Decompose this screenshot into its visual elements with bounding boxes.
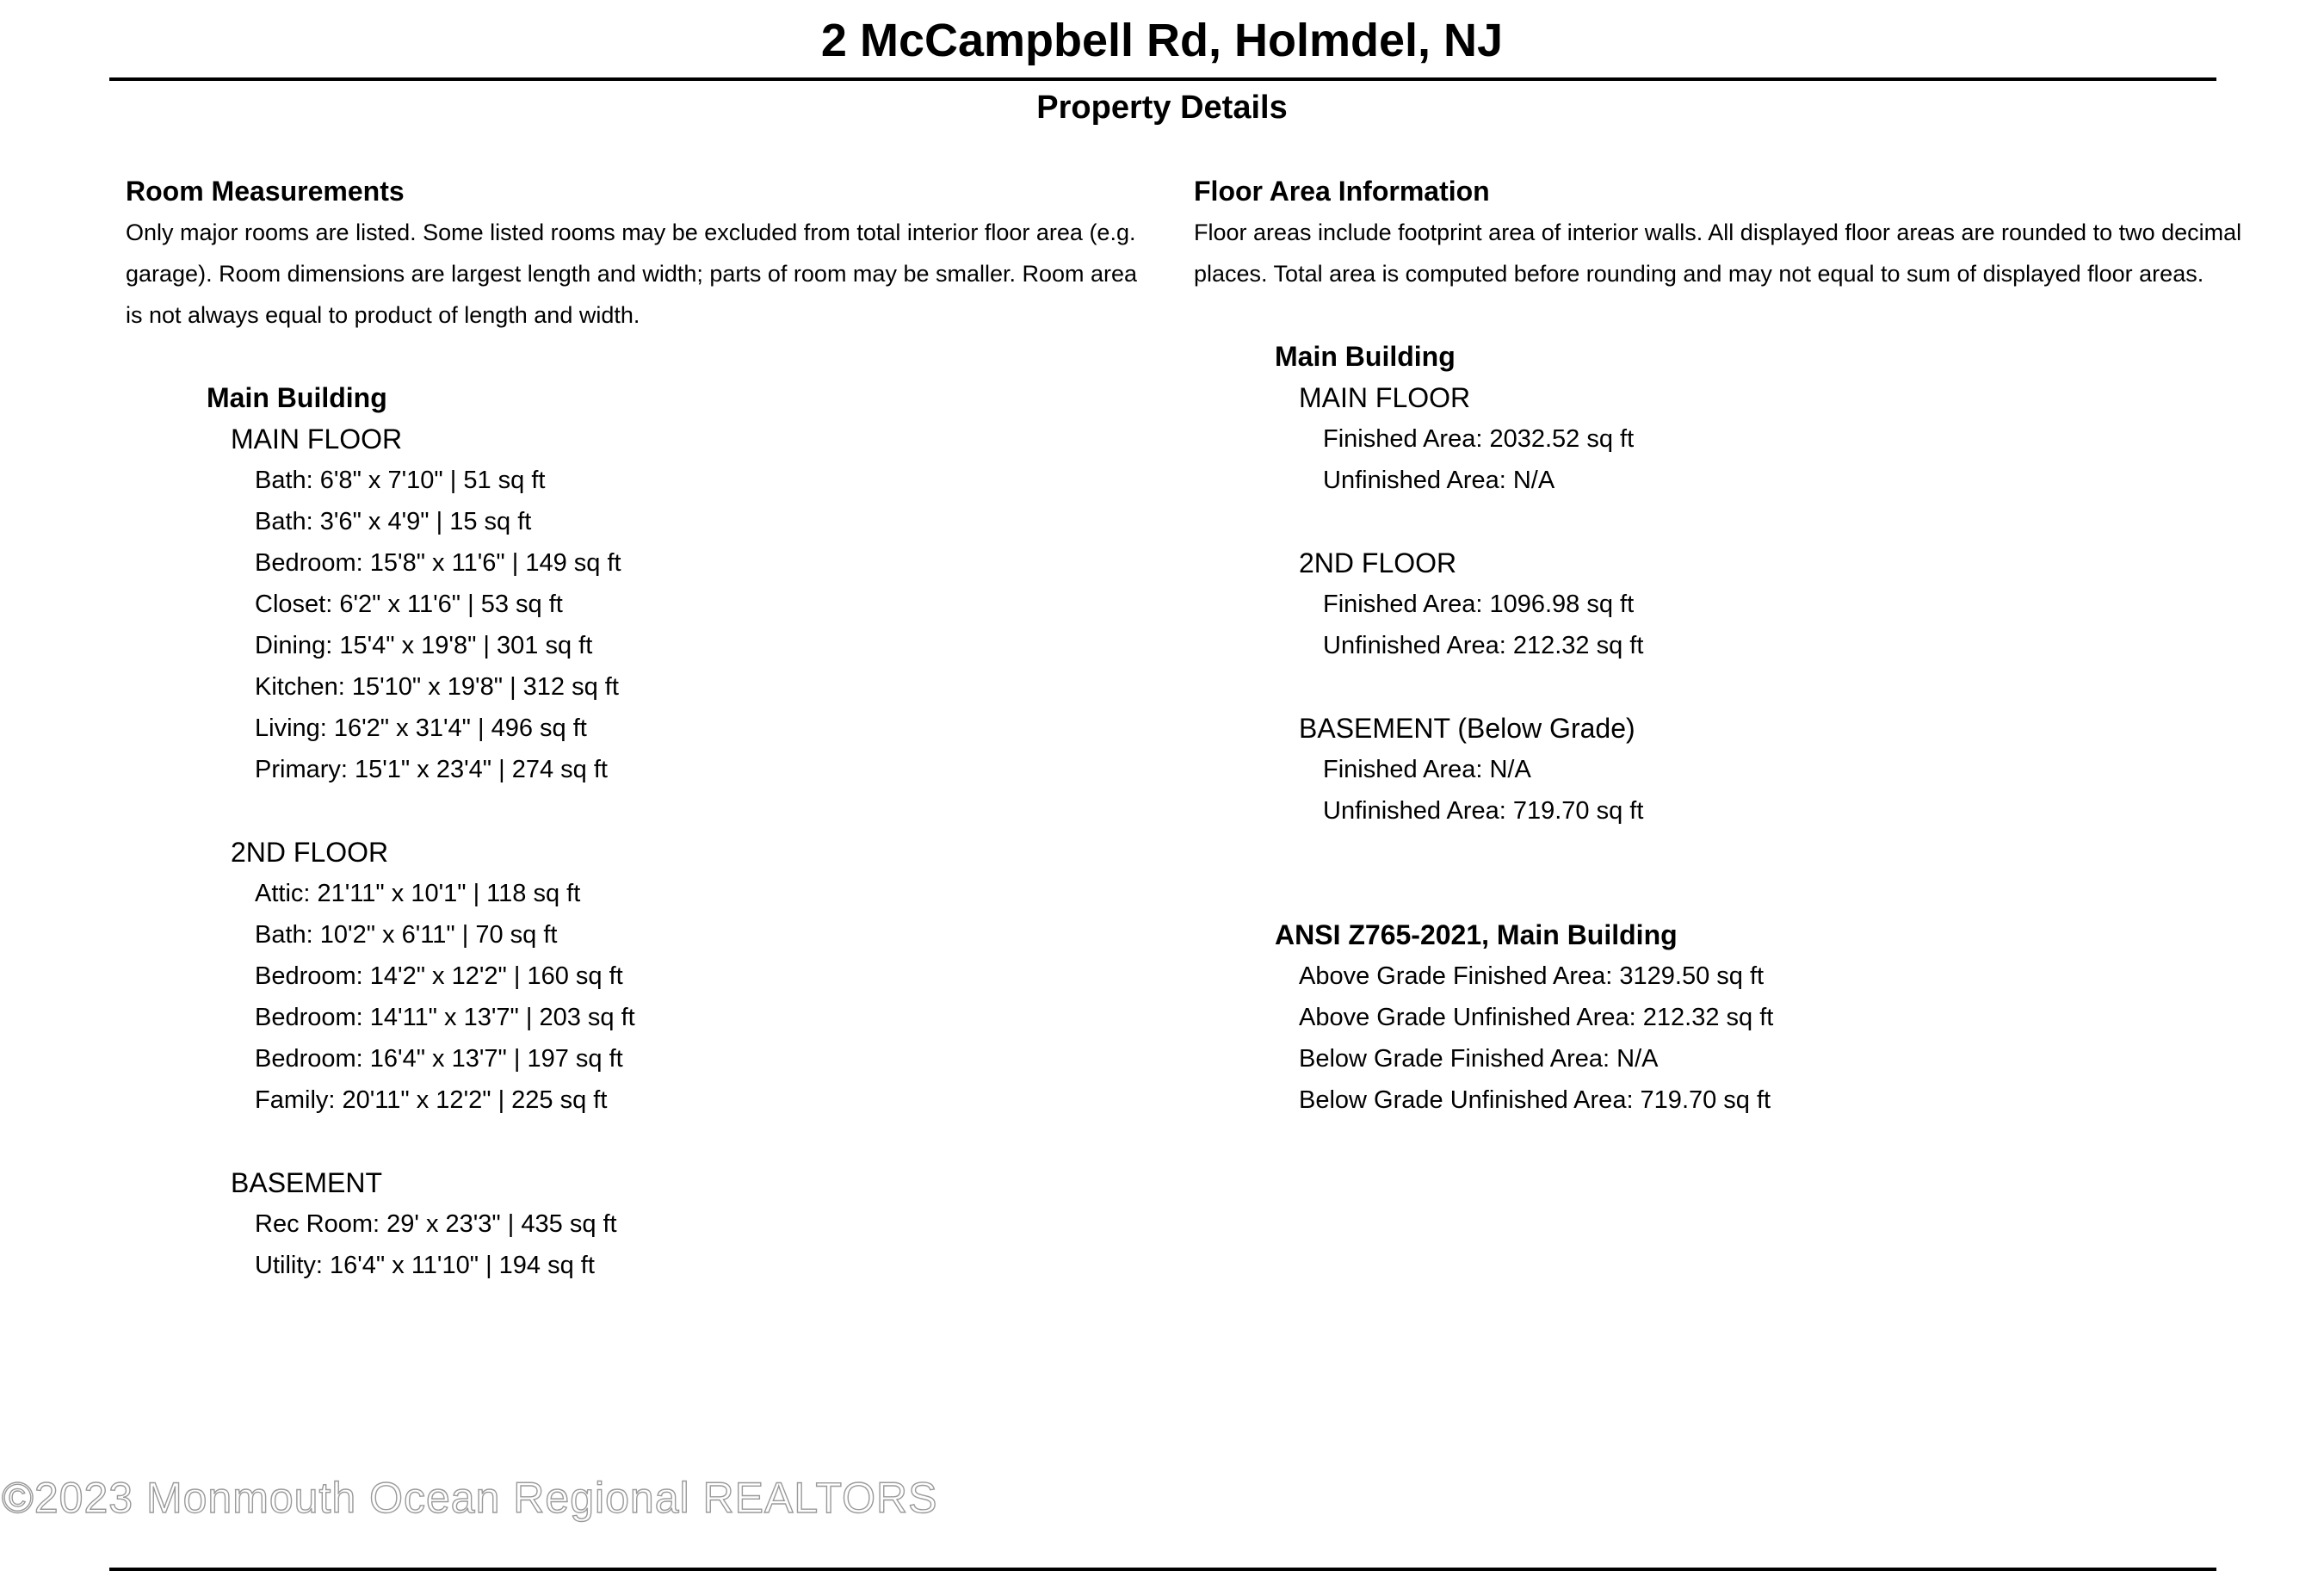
area-block-2nd [1299,542,2244,666]
ansi-section [1194,914,2244,1121]
floor-name: MAIN FLOOR [231,424,403,455]
ansi-row: Below Grade Unfinished Area: 719.70 sq ft [1299,1086,1771,1114]
unfinished-area: Unfinished Area: N/A [1323,467,1555,494]
room-row: Bath: 3'6" x 4'9" | 15 sq ft [255,508,532,535]
floor-area-building [1194,336,2244,832]
room-row: Primary: 15'1" x 23'4" | 274 sq ft [255,756,608,783]
floor-name: 2ND FLOOR [231,837,389,868]
room-row: Utility: 16'4" x 11'10" | 194 sq ft [255,1252,595,1279]
room-row: Dining: 15'4" x 19'8" | 301 sq ft [255,632,593,659]
floor-name: 2ND FLOOR [1299,547,1457,578]
room-row: Bedroom: 16'4" x 13'7" | 197 sq ft [255,1045,623,1073]
room-measurements-section [126,170,1159,1286]
room-row: Rec Room: 29' x 23'3" | 435 sq ft [255,1210,617,1238]
ansi-row: Below Grade Finished Area: N/A [1299,1045,1659,1073]
floor-block-2nd [231,832,1159,1121]
floor-name: BASEMENT (Below Grade) [1299,713,1635,744]
building-title: Main Building [1275,341,1456,372]
room-row: Family: 20'11" x 12'2" | 225 sq ft [255,1086,608,1114]
top-divider [109,77,2216,81]
room-measurements-description: Only major rooms are listed. Some listed rooms may be excluded from total interior floor area (e.g. garage). Room dimensions are largest length and width; parts of room may be smaller. Room area is not always equal to product of length and width. [126,220,1138,328]
bottom-divider [109,1568,2216,1571]
room-row: Bedroom: 14'2" x 12'2" | 160 sq ft [255,962,623,990]
ansi-row: Above Grade Unfinished Area: 212.32 sq ft [1299,1004,1774,1031]
page-title: 2 McCampbell Rd, Holmdel, NJ [820,15,1504,66]
ansi-row: Above Grade Finished Area: 3129.50 sq ft [1299,962,1765,990]
finished-area: Finished Area: 1096.98 sq ft [1323,591,1635,618]
room-row: Closet: 6'2" x 11'6" | 53 sq ft [255,591,563,618]
building-title: Main Building [207,382,387,413]
floor-name: MAIN FLOOR [1299,382,1471,413]
floor-block-main [231,418,1159,790]
copyright-watermark: ©2023 Monmouth Ocean Regional REALTORS [2,1474,938,1522]
floor-area-description: Floor areas include footprint area of interior walls. All displayed floor areas are rounded to two decimal places. Total area is computed before rounding and may not equal to sum of displayed floor areas. [1194,220,2242,287]
unfinished-area: Unfinished Area: 212.32 sq ft [1323,632,1644,659]
room-row: Bedroom: 14'11" x 13'7" | 203 sq ft [255,1004,635,1031]
room-row: Living: 16'2" x 31'4" | 496 sq ft [255,714,587,742]
room-measurements-building [126,377,1159,1286]
area-block-basement [1299,708,2244,832]
floor-area-heading: Floor Area Information [1194,176,1490,207]
floor-area-section [1194,170,2244,1121]
page-subtitle: Property Details [1036,90,1288,126]
room-measurements-heading: Room Measurements [126,176,405,207]
ansi-heading: ANSI Z765-2021, Main Building [1275,919,1678,950]
floor-name: BASEMENT [231,1167,383,1198]
room-row: Bath: 6'8" x 7'10" | 51 sq ft [255,467,546,494]
room-row: Bedroom: 15'8" x 11'6" | 149 sq ft [255,549,621,577]
finished-area: Finished Area: N/A [1323,756,1531,783]
finished-area: Finished Area: 2032.52 sq ft [1323,425,1635,453]
room-row: Attic: 21'11" x 10'1" | 118 sq ft [255,880,581,907]
unfinished-area: Unfinished Area: 719.70 sq ft [1323,797,1644,825]
floor-block-basement [231,1162,1159,1286]
room-row: Bath: 10'2" x 6'11" | 70 sq ft [255,921,558,949]
room-row: Kitchen: 15'10" x 19'8" | 312 sq ft [255,673,619,701]
area-block-main [1299,377,2244,501]
